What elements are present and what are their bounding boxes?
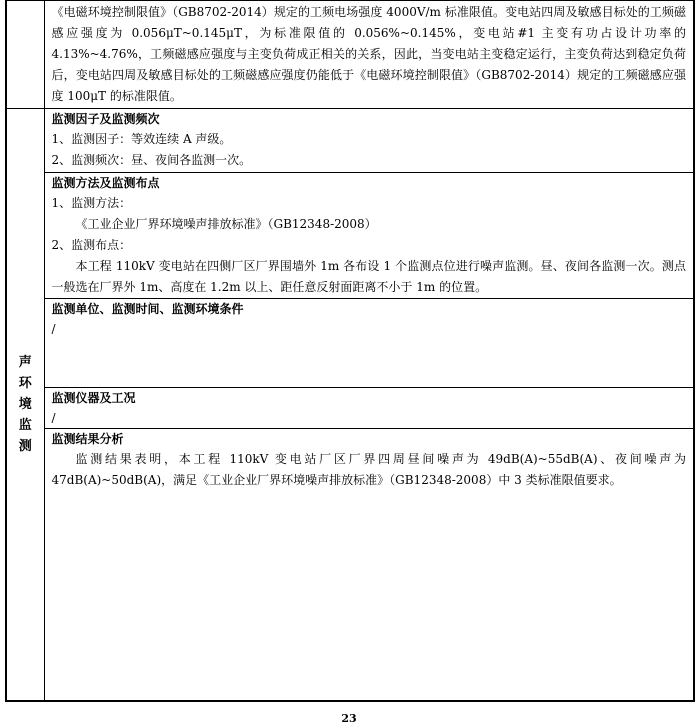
page-number: 23 [341, 712, 357, 725]
report-table [5, 0, 695, 702]
method-standard: 《工业企业厂界环境噪声排放标准》（GB12348-2008） [75, 217, 377, 231]
noise-monitoring-side-label [6, 109, 44, 701]
side-label-char: 监 [18, 417, 32, 433]
electromagnetic-conclusion-cell [44, 1, 694, 109]
method-line: 1、监测方法： [51, 196, 132, 210]
side-label-char: 测 [18, 438, 32, 454]
method-block [45, 172, 694, 298]
frequency-line: 2、监测频次：昼、夜间各监测一次。 [51, 153, 252, 167]
factor-line: 1、监测因子：等效连续 A 声级。 [51, 132, 232, 146]
noise-monitoring-content [44, 109, 694, 701]
results-title: 监测结果分析 [51, 432, 124, 446]
conditions-title: 监测单位、监测时间、监测环境条件 [51, 302, 244, 316]
instruments-content: / [51, 411, 56, 425]
side-label-char: 环 [18, 375, 32, 391]
layout-paragraph: 本工程 110kV 变电站在四侧厂区厂界围墙外 1m 各布设 1 个监测点位进行噪声监测。昼、夜间各监测一次。测点一般选在厂界外 1m、高度在 1.2m 以上、距任意反射面距离不小于 1m 的位置。 [51, 259, 686, 294]
conditions-content: / [51, 322, 56, 336]
conditions-block [45, 298, 694, 387]
factors-block [45, 109, 694, 172]
results-block [45, 428, 694, 491]
results-paragraph: 监测结果表明，本工程 110kV 变电站厂区厂界四周昼间噪声为 49dB(A)~55dB(A)、夜间噪声为 47dB(A)~50dB(A)，满足《工业企业厂界环境噪声排放标准》（GB12348-2008）中 3 类标准限值要求。 [51, 452, 686, 487]
factors-title: 监测因子及监测频次 [51, 112, 160, 126]
instruments-block [45, 387, 694, 428]
top-left-cell [6, 1, 44, 109]
method-title: 监测方法及监测布点 [51, 176, 160, 190]
instruments-title: 监测仪器及工况 [51, 391, 136, 405]
layout-line: 2、监测布点： [51, 238, 132, 252]
side-label-char: 境 [18, 396, 32, 412]
side-label-char: 声 [18, 354, 32, 370]
electromagnetic-conclusion-text: 《电磁环境控制限值》（GB8702-2014）规定的工频电场强度 4000V/m 标准限值。变电站四周及敏感目标处的工频磁感应强度为 0.056μT~0.145μT，为标准限值的 0.056%~0.145%，变电站#1 主变有功占设计功率的 4.13%~4.76%，工频磁感应强度与主变负荷成正相关的关系，因此，当变电站主变稳定运行，主变负荷达到稳定负荷后，变电站四周及敏感目标处的工频磁感应强度仍能低于《电磁环境控制限值》（GB8702-2014）规定的工频磁感应强度 100μT 的标准限值。 [51, 5, 686, 103]
